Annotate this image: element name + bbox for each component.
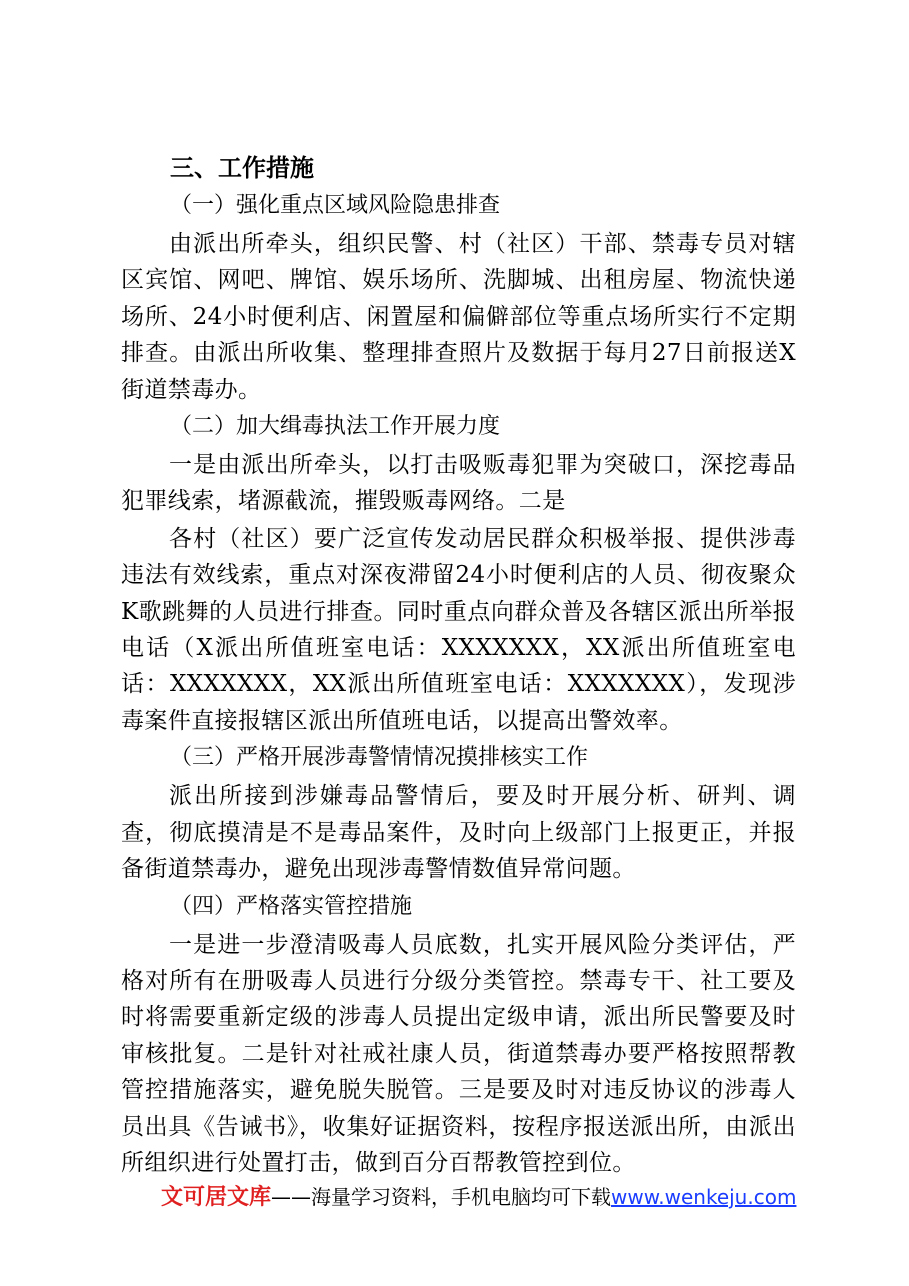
brand-name: 文可居文库 — [161, 1185, 272, 1210]
subsection-heading-4: （四）严格落实管控措施 — [170, 893, 413, 919]
paragraph-2b: 各村（社区）要广泛宣传发动居民群众积极举报、提供涉毒违法有效线索，重点对深夜滞留24小时便利店的人员、彻夜聚众K歌跳舞的人员进行排查。同时重点向群众普及各辖区派出所举报电话（X派出所值班室电话：XXXXXXX，XX派出所值班室电话：XXXXXXX，XX派出所值班室电话：XXXXXXX），发现涉毒案件直接报辖区派出所值班电话，以提高出警效率。 — [121, 525, 796, 734]
footer-separator: —— — [271, 1185, 312, 1209]
subsection-heading-3: （三）严格开展涉毒警情情况摸排核实工作 — [170, 745, 589, 771]
subsection-heading-1: （一）强化重点区域风险隐患排查 — [170, 193, 501, 218]
paragraph-2a: 一是由派出所牵头，以打击吸贩毒犯罪为突破口，深挖毒品犯罪线索，堵源截流，摧毁贩毒网络。二是 — [121, 452, 796, 515]
paragraph-3: 派出所接到涉嫌毒品警情后，要及时开展分析、研判、调查，彻底摸清是不是毒品案件，及时向上级部门上报更正，并报备街道禁毒办，避免出现涉毒警情数值异常问题。 — [121, 783, 796, 883]
paragraph-1: 由派出所牵头，组织民警、村（社区）干部、禁毒专员对辖区宾馆、网吧、牌馆、娱乐场所、洗脚城、出租房屋、物流快递场所、24小时便利店、闲置屋和偏僻部位等重点场所实行不定期排查。由派出所收集、整理排查照片及数据于每月27日前报送X街道禁毒办。 — [121, 231, 796, 403]
footer-tagline: 海量学习资料，手机电脑均可下载 — [311, 1185, 612, 1209]
section-title: 三、工作措施 — [170, 153, 314, 182]
footer-banner — [161, 1184, 796, 1211]
website-link[interactable]: www.wenkeju.com — [611, 1185, 797, 1209]
paragraph-4: 一是进一步澄清吸毒人员底数，扎实开展风险分类评估，严格对所有在册吸毒人员进行分级分类管控。禁毒专干、社工要及时将需要重新定级的涉毒人员提出定级申请，派出所民警要及时审核批复。二是针对社戒社康人员，街道禁毒办要严格按照帮教管控措施落实，避免脱失脱管。三是要及时对违反协议的涉毒人员出具《告诫书》，收集好证据资料，按程序报送派出所，由派出所组织进行处置打击，做到百分百帮教管控到位。 — [121, 931, 796, 1176]
subsection-heading-2: （二）加大缉毒执法工作开展力度 — [170, 414, 501, 440]
document-body — [121, 150, 796, 1182]
